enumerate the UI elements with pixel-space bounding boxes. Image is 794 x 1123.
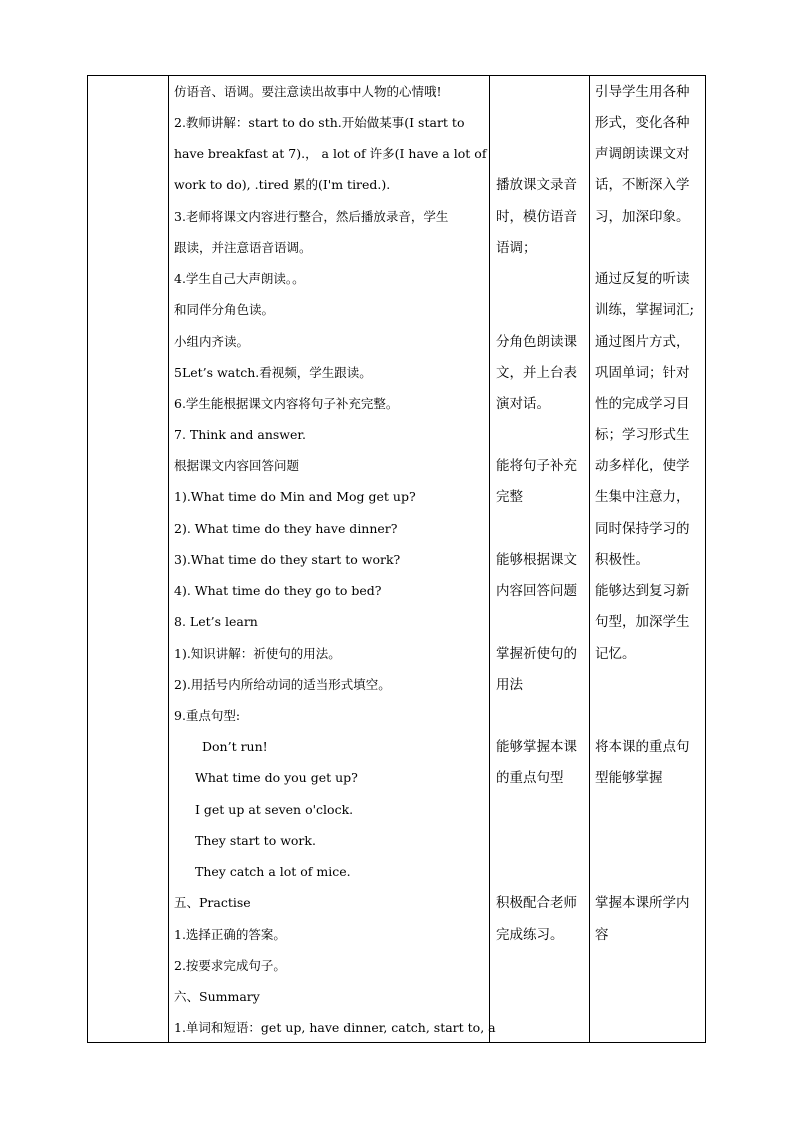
- student-line: 演对话。: [496, 396, 550, 412]
- student-line: 内容回答问题: [496, 583, 577, 599]
- student-line: 能将句子补充: [496, 458, 577, 474]
- process-line: 9.重点句型:: [174, 708, 241, 723]
- intent-line: 将本课的重点句: [595, 739, 690, 755]
- process-line: They catch a lot of mice.: [195, 864, 351, 879]
- process-line: 根据课文内容回答问题: [174, 458, 300, 473]
- process-line: 1).知识讲解：祈使句的用法。: [174, 646, 341, 661]
- intent-line: 记忆。: [595, 646, 636, 662]
- student-line: 能够掌握本课: [496, 739, 577, 755]
- intent-line: 容: [595, 927, 609, 943]
- intent-line: 标；学习形式生: [595, 427, 690, 443]
- intent-line: 同时保持学习的: [595, 521, 690, 537]
- process-line: 五、Practise: [174, 895, 251, 910]
- intent-line: 习，加深印象。: [595, 209, 690, 225]
- process-line: 1.选择正确的答案。: [174, 927, 286, 942]
- student-line: 的重点句型: [496, 770, 564, 786]
- intent-line: 掌握本课所学内: [595, 895, 690, 911]
- process-line: 2). What time do they have dinner?: [174, 521, 398, 536]
- lesson-plan-table: [87, 75, 706, 1043]
- intent-line: 通过反复的听读: [595, 271, 690, 287]
- process-line: 1).What time do Min and Mog get up?: [174, 489, 416, 504]
- intent-line: 话，不断深入学: [595, 177, 690, 193]
- student-line: 文，并上台表: [496, 365, 577, 381]
- process-line: 2.按要求完成句子。: [174, 958, 286, 973]
- intent-line: 训练，掌握词汇;: [595, 302, 695, 318]
- process-line: What time do you get up?: [195, 770, 358, 785]
- intent-line: 积极性。: [595, 552, 649, 568]
- student-line: 掌握祈使句的: [496, 646, 577, 662]
- process-line: 5Let’s watch.看视频，学生跟读。: [174, 365, 372, 380]
- process-line: 3).What time do they start to work?: [174, 552, 401, 567]
- process-line: 3.老师将课文内容进行整合，然后播放录音，学生: [174, 209, 449, 224]
- process-line: 跟读，并注意语音语调。: [174, 240, 312, 255]
- student-line: 时，模仿语音: [496, 209, 577, 225]
- process-line: Don’t run!: [202, 739, 268, 754]
- process-line: I get up at seven o'clock.: [195, 802, 354, 817]
- process-line: 4). What time do they go to bed?: [174, 583, 382, 598]
- intent-line: 巩固单词；针对: [595, 365, 690, 381]
- process-line: 六、Summary: [174, 989, 260, 1004]
- intent-line: 生集中注意力，: [595, 489, 690, 505]
- intent-line: 通过图片方式，: [595, 334, 690, 350]
- student-line: 完成练习。: [496, 927, 564, 943]
- process-line: 6.学生能根据课文内容将句子补充完整。: [174, 396, 399, 411]
- student-line: 完整: [496, 489, 523, 505]
- process-line: They start to work.: [195, 833, 316, 848]
- student-line: 积极配合老师: [496, 895, 577, 911]
- student-line: 用法: [496, 677, 523, 693]
- process-line: have breakfast at 7).， a lot of 许多(I have a lot of: [174, 146, 487, 161]
- process-line: 7. Think and answer.: [174, 427, 306, 442]
- process-line: 仿语音、语调。要注意读出故事中人物的心情哦!: [174, 84, 442, 99]
- column-divider: [489, 76, 490, 1042]
- process-line: 4.学生自己大声朗读。。: [174, 271, 305, 286]
- intent-line: 型能够掌握: [595, 770, 663, 786]
- process-line: 2).用括号内所给动词的适当形式填空。: [174, 677, 391, 692]
- student-line: 能够根据课文: [496, 552, 577, 568]
- process-line: 1.单词和短语：get up, have dinner, catch, start to, a: [174, 1020, 496, 1035]
- intent-line: 形式，变化各种: [595, 115, 690, 131]
- intent-line: 引导学生用各种: [595, 84, 690, 100]
- student-line: 分角色朗读课: [496, 334, 577, 350]
- process-line: 小组内齐读。: [174, 334, 250, 349]
- process-line: work to do), .tired 累的(I'm tired.).: [174, 177, 391, 192]
- process-line: 8. Let’s learn: [174, 614, 258, 629]
- student-line: 播放课文录音: [496, 177, 577, 193]
- intent-line: 声调朗读课文对: [595, 146, 690, 162]
- intent-line: 能够达到复习新: [595, 583, 690, 599]
- process-line: 2.教师讲解：start to do sth.开始做某事(I start to: [174, 115, 465, 130]
- process-line: 和同伴分角色读。: [174, 302, 275, 317]
- intent-line: 动多样化，使学: [595, 458, 690, 474]
- column-divider: [589, 76, 590, 1042]
- intent-line: 性的完成学习目: [595, 396, 690, 412]
- intent-line: 句型，加深学生: [595, 614, 690, 630]
- column-divider: [168, 76, 169, 1042]
- student-line: 语调；: [496, 240, 537, 256]
